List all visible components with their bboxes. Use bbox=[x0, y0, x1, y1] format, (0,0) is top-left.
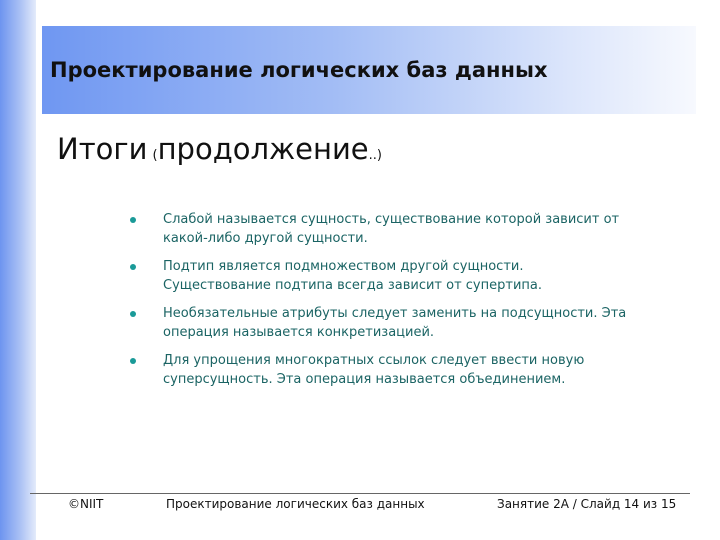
footer-copyright: ©NIIT bbox=[68, 497, 104, 511]
bullet-text-line2: какой-либо другой сущности. bbox=[163, 231, 368, 246]
bullet-dot-icon bbox=[130, 311, 136, 317]
bullet-dot-icon bbox=[130, 217, 136, 223]
footer-slide-number: Занятие 2A / Слайд 14 из 15 bbox=[497, 497, 677, 511]
bullet-text-line2: операция называется конкретизацией. bbox=[163, 325, 435, 340]
footer-divider bbox=[30, 493, 690, 494]
bullet-text-line1: Для упрощения многократных ссылок следует ввести новую bbox=[163, 353, 585, 368]
subtitle-open-paren: ( bbox=[152, 148, 158, 163]
subtitle-continuation: продолжение bbox=[157, 132, 369, 166]
slide-header-title: Проектирование логических баз данных bbox=[50, 58, 548, 82]
bullet-list bbox=[126, 210, 671, 398]
bullet-item bbox=[126, 257, 671, 295]
footer-course-title: Проектирование логических баз данных bbox=[166, 497, 425, 511]
bullet-text-line1: Слабой называется сущность, существование которой зависит от bbox=[163, 212, 620, 227]
subtitle-trailing: ..) bbox=[368, 148, 382, 163]
bullet-item bbox=[126, 304, 671, 342]
bullet-dot-icon bbox=[130, 264, 136, 270]
bullet-text-line1: Необязательные атрибуты следует заменить на подсущности. Эта bbox=[163, 306, 627, 321]
bullet-text-line1: Подтип является подмножеством другой сущности. bbox=[163, 259, 524, 274]
bullet-dot-icon bbox=[130, 358, 136, 364]
bullet-text-line2: суперсущность. Эта операция называется объединением. bbox=[163, 372, 566, 387]
bullet-item bbox=[126, 351, 671, 389]
bullet-text-line2: Существование подтипа всегда зависит от супертипа. bbox=[163, 278, 542, 293]
subtitle-main: Итоги bbox=[57, 132, 148, 166]
left-decorative-bar bbox=[0, 0, 36, 540]
slide-subtitle bbox=[57, 132, 382, 166]
bullet-item bbox=[126, 210, 671, 248]
